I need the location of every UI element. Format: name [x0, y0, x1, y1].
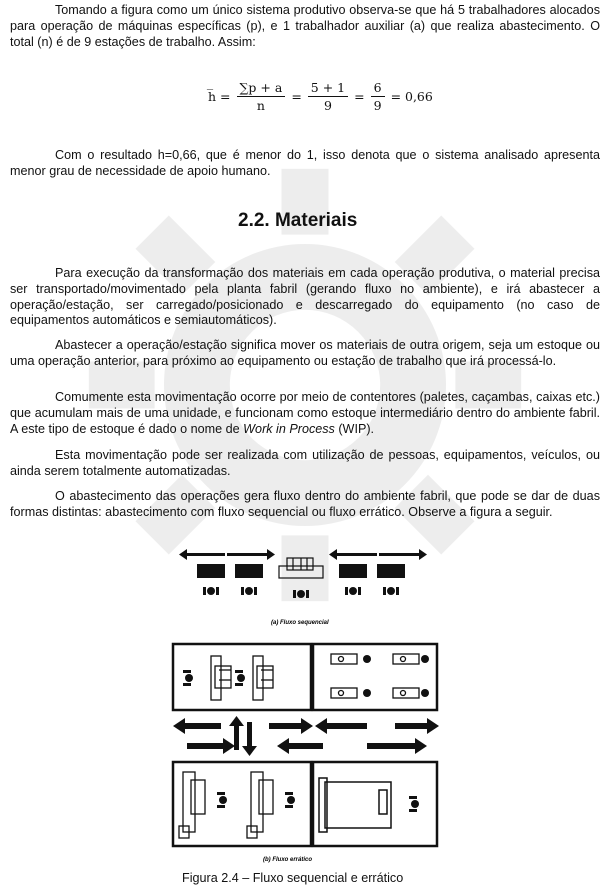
central-machine [279, 558, 323, 578]
sub-caption-b: (b) Fluxo errático [263, 857, 313, 863]
flow-arrows [173, 716, 439, 756]
figure-erratic-flow [167, 640, 445, 866]
section-heading: 2.2. Materiais [238, 210, 358, 231]
wip-term: Work in Process [243, 421, 335, 436]
paragraph-result: Com o resultado h=0,66, que é menor do 1, isso denota que o sistema analisado apresenta menor grau de necessidade de apoio humano. [10, 148, 600, 178]
formula-fraction-1 [237, 80, 286, 113]
paragraph-containers [10, 390, 600, 437]
fraction-denominator: 9 [323, 98, 332, 113]
drill-machines [331, 654, 419, 698]
paragraph-movement: Esta movimentação pode ser realizada com utilização de pessoas, equipamentos, veículos, ou ainda serem totalmente automatizadas. [10, 448, 600, 478]
fraction-numerator: ∑p + a [237, 80, 286, 97]
formula-fraction-2 [308, 80, 348, 113]
worker-icons [217, 792, 295, 808]
formula-result: = 0,66 [390, 89, 433, 104]
formula-lhs: h̅ = [208, 89, 231, 104]
figure-sequential-flow [167, 544, 445, 630]
fraction-denominator: 9 [373, 98, 382, 113]
text-span: Comumente esta movimentação ocorre por meio de contentores (paletes, caçambas, caixas etc.) que acumulam mais de uma unidade, e funcionam como estoque intermediário dentro do ambiente fabril. A este tipo de estoque é dado o nome de [10, 390, 600, 436]
mill-machines [179, 772, 273, 838]
large-machine [319, 778, 391, 832]
sub-caption-a: (a) Fluxo sequencial [271, 620, 329, 626]
fraction-numerator: 6 [371, 80, 385, 97]
paragraph-flow: O abastecimento das operações gera fluxo dentro do ambiente fabril, que pode se dar de duas formas distintas: abastecimento com fluxo sequencial ou fluxo errático. Observe a figura a seguir. [10, 489, 600, 519]
paragraph-intro: Tomando a figura como um único sistema produtivo observa-se que há 5 trabalhadores alocados para operação de máquinas específicas (p), e 1 trabalhador auxiliar (a) que realiza abastecimento. O total (n) é de 9 estações de trabalho. Assim: [10, 3, 600, 49]
fraction-denominator: n [256, 98, 265, 113]
formula-equals: = [291, 89, 302, 104]
paragraph-transformation: Para execução da transformação dos materiais em cada operação produtiva, o material precisa ser transportado/movimentado pela planta fabril (gerando fluxo no ambiente), e irá abastecer a operação/estação, ser carregado/posicionado e descarregado do equipamento (no caso de equipamentos automáticos e semiautomáticos). [10, 266, 600, 328]
formula-h-index [208, 80, 433, 113]
text-span: (WIP). [334, 421, 375, 436]
formula-equals: = [354, 89, 365, 104]
fraction-numerator: 5 + 1 [308, 80, 348, 97]
paragraph-supply: Abastecer a operação/estação significa mover os materiais de outra origem, seja um estoque ou uma operação anterior, para próximo ao equipamento ou estação de trabalho que irá processá-lo. [10, 338, 600, 368]
worker-icons [409, 796, 419, 812]
worker-icons [183, 670, 245, 686]
formula-fraction-3 [371, 80, 385, 113]
worker-icons [203, 587, 399, 598]
figure-caption: Figura 2.4 – Fluxo sequencial e errático [182, 871, 404, 885]
